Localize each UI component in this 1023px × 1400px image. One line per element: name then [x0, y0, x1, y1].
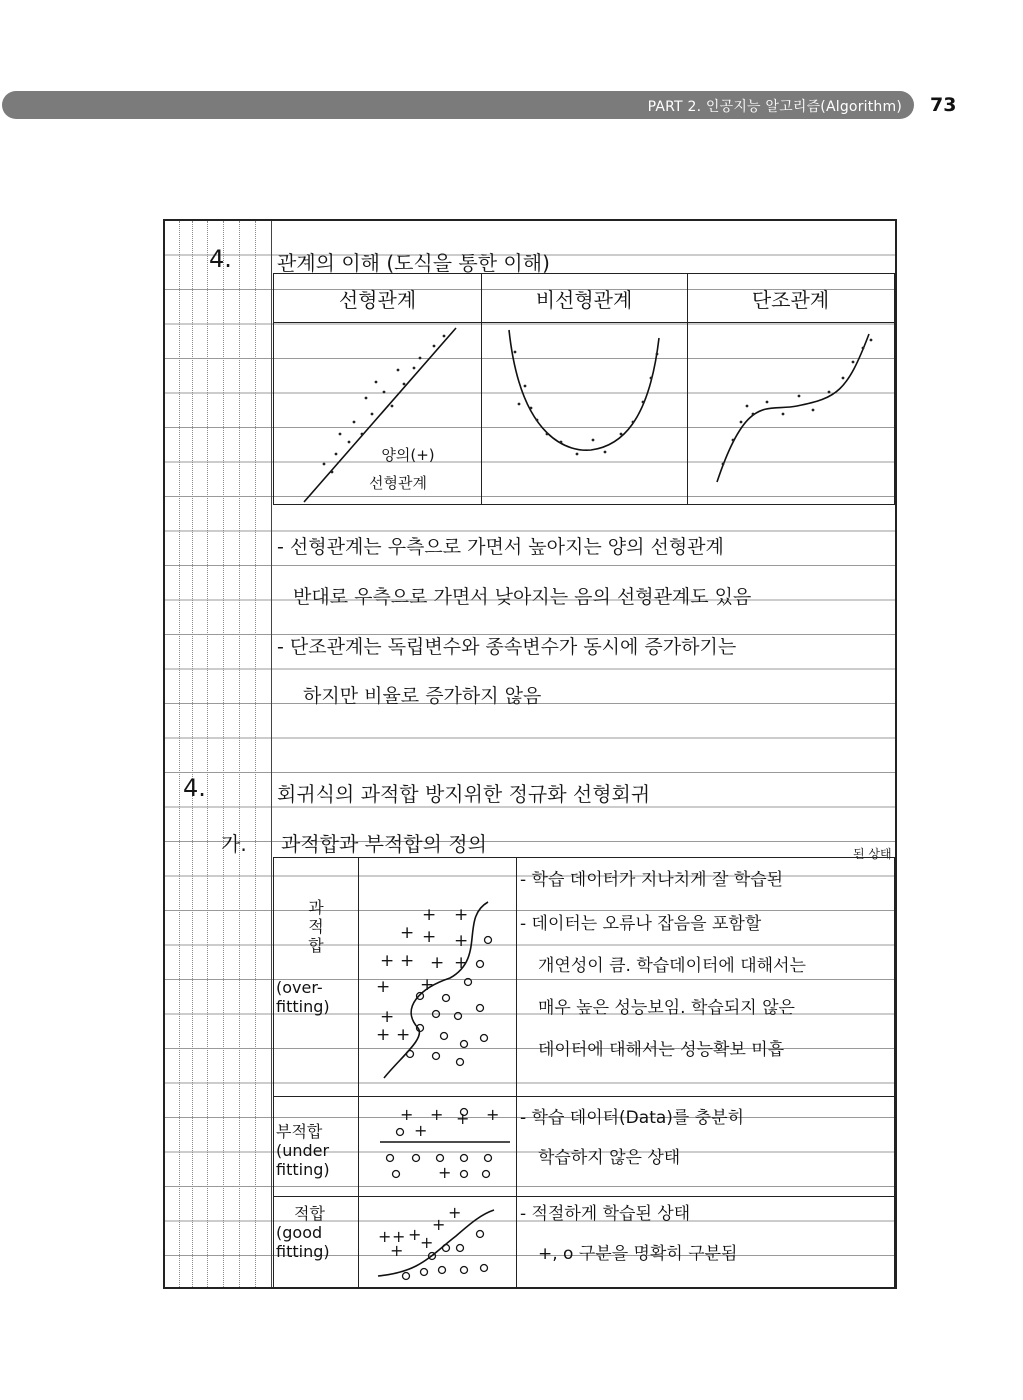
section-a-note-3: - 단조관계는 독립변수와 종속변수가 동시에 증가하기는	[277, 636, 737, 658]
svg-text:+: +	[454, 953, 469, 973]
monotonic-relationship-cell	[687, 322, 894, 504]
subsection-title: 과적합과 부적합의 정의	[281, 832, 487, 856]
page-number: 73	[930, 94, 957, 116]
section-b-number: 4.	[183, 774, 206, 802]
svg-text:+: +	[438, 1163, 452, 1182]
overfitting-label-line: fitting)	[276, 997, 330, 1017]
overfitting-plot	[360, 858, 515, 1094]
section-a-note-1: - 선형관계는 우측으로 가면서 높아지는 양의 선형관계	[277, 536, 724, 558]
good-fitting-label	[276, 1204, 330, 1262]
underfitting-label-line: 부적합	[276, 1122, 323, 1141]
nonlinear-relationship-cell	[481, 322, 687, 504]
monotonic-curve	[717, 334, 869, 482]
overfitting-label-line: 합	[308, 936, 324, 956]
section-b-title: 회귀식의 과적합 방지위한 정규화 선형회귀	[277, 782, 651, 806]
svg-text:+: +	[390, 1241, 404, 1260]
linear-relationship-plot	[274, 322, 481, 504]
underfitting-label-line: fitting)	[276, 1160, 330, 1180]
section-a-note-2: 반대로 우측으로 가면서 낮아지는 음의 선형관계도 있음	[293, 586, 752, 608]
svg-text:+: +	[408, 1225, 422, 1244]
svg-text:+: +	[400, 951, 415, 971]
linear-plot-label-linear: 선형관계	[369, 474, 427, 492]
column-header-linear: 선형관계	[338, 287, 417, 312]
nonlinear-scatter-dots	[514, 351, 659, 456]
notebook-page	[163, 219, 897, 1289]
fitting-table	[273, 857, 895, 1289]
svg-text:+: +	[392, 1227, 406, 1246]
svg-text:+: +	[432, 1215, 446, 1234]
corner-note: 된 상태	[853, 847, 892, 861]
underfitting-desc-line: - 학습 데이터(Data)를 충분히	[520, 1108, 744, 1128]
section-a-title: 관계의 이해 (도식을 통한 이해)	[277, 251, 550, 275]
svg-text:+: +	[376, 977, 391, 997]
overfitting-desc-line: - 학습 데이터가 지나치게 잘 학습된	[520, 870, 784, 890]
overfitting-row	[274, 858, 894, 1096]
linear-plot-label-positive: 양의(+)	[381, 446, 435, 464]
margin-line	[179, 221, 180, 1287]
overfitting-desc-line: 개연성이 큼. 학습데이터에 대해서는	[538, 956, 806, 976]
svg-text:+: +	[454, 905, 469, 925]
running-header-title: PART 2. 인공지능 알고리즘(Algorithm)	[647, 99, 902, 115]
svg-text:+: +	[486, 1105, 500, 1124]
overfitting-label	[296, 898, 336, 956]
underfitting-description	[520, 1102, 744, 1174]
margin-rule	[271, 221, 272, 1287]
margin-line	[239, 221, 240, 1287]
svg-text:+: +	[430, 1105, 444, 1124]
svg-text:+: +	[456, 1109, 470, 1128]
svg-text:+: +	[400, 923, 415, 943]
svg-text:+: +	[380, 1007, 395, 1027]
good-fitting-plot	[360, 1196, 515, 1286]
underfitting-label-line: (under	[276, 1141, 330, 1161]
overfitting-desc-line: 매우 높은 성능보임. 학습되지 않은	[538, 998, 795, 1018]
svg-text:+: +	[414, 1121, 428, 1140]
svg-text:+: +	[448, 1203, 462, 1222]
good-fitting-label-line: (good	[276, 1223, 323, 1243]
underfitting-plot	[360, 1096, 515, 1194]
overfitting-label-line: 과	[308, 898, 324, 917]
good-fitting-desc-line: +, o 구분을 명확히 구분됨	[538, 1244, 738, 1264]
underfitting-label	[276, 1122, 330, 1180]
svg-text:+: +	[430, 953, 445, 973]
svg-text:+: +	[420, 975, 435, 995]
nonlinear-relationship-plot	[481, 322, 687, 504]
good-fitting-label-line: 적합	[294, 1204, 325, 1223]
overfitting-label-line: 적	[308, 917, 324, 937]
overfitting-label-line: (over-	[276, 978, 323, 997]
underfitting-desc-line: 학습하지 않은 상태	[538, 1148, 681, 1168]
margin-line	[192, 221, 193, 1287]
running-header-bar	[2, 91, 914, 119]
relationship-table	[273, 273, 895, 505]
monotonic-scatter-dots	[722, 339, 873, 466]
overfitting-desc-line: - 데이터는 오류나 잡음을 포함할	[520, 914, 762, 934]
svg-text:+: +	[400, 1105, 414, 1124]
column-header-nonlinear: 비선형관계	[535, 287, 633, 312]
overfitting-english-label	[276, 978, 330, 1016]
svg-text:+: +	[422, 905, 437, 925]
column-header-monotonic: 단조관계	[751, 287, 830, 312]
good-fitting-row	[274, 1196, 894, 1288]
underfitting-row	[274, 1096, 894, 1196]
good-fitting-label-line: fitting)	[276, 1242, 330, 1262]
monotonic-relationship-plot	[687, 322, 894, 504]
margin-line	[255, 221, 256, 1287]
subsection-number: 가.	[221, 832, 247, 856]
margin-line	[207, 221, 208, 1287]
linear-relationship-cell	[274, 322, 481, 504]
overfitting-description	[520, 864, 806, 1066]
section-a-number: 4.	[209, 245, 232, 273]
nonlinear-curve	[509, 330, 659, 450]
section-a-note-4: 하지만 비율로 증가하지 않음	[303, 685, 542, 707]
overfitting-circle-points	[407, 937, 492, 1066]
svg-text:+: +	[376, 1025, 391, 1045]
svg-text:+: +	[396, 1025, 411, 1045]
svg-text:+: +	[378, 1227, 392, 1246]
good-fitting-plus-points	[378, 1203, 461, 1260]
svg-text:+: +	[420, 1233, 434, 1252]
svg-text:+: +	[454, 931, 469, 951]
svg-text:+: +	[422, 927, 437, 947]
svg-text:+: +	[380, 951, 395, 971]
good-fitting-description	[520, 1198, 737, 1270]
overfitting-desc-line: 데이터에 대해서는 성능확보 미흡	[538, 1040, 785, 1060]
margin-line	[223, 221, 224, 1287]
good-fitting-desc-line: - 적절하게 학습된 상태	[520, 1204, 691, 1224]
